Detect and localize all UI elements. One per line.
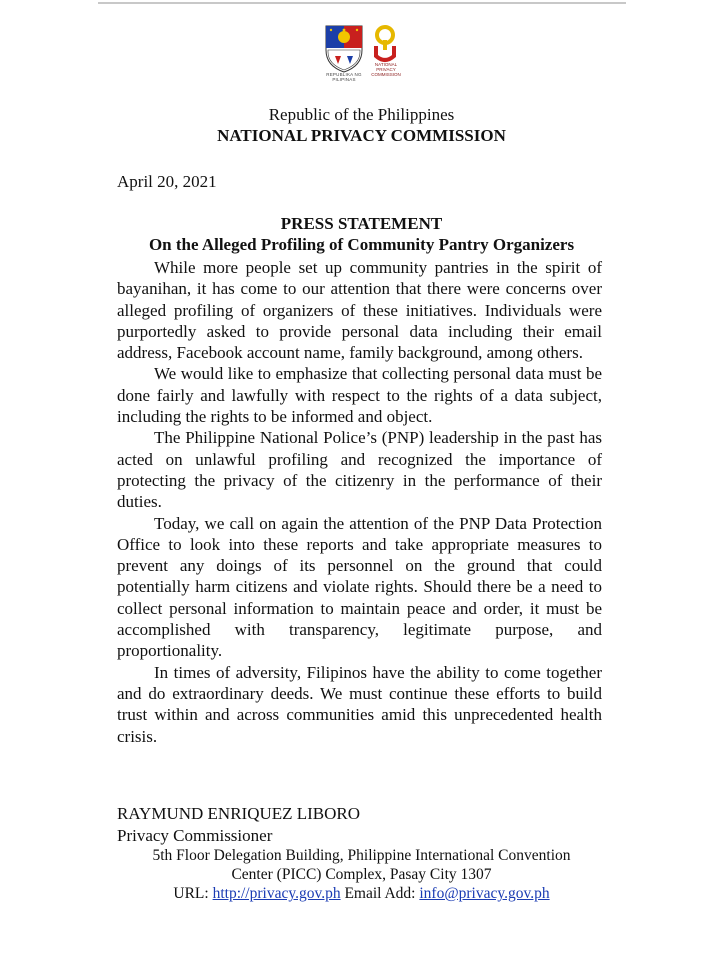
- email-link[interactable]: info@privacy.gov.ph: [419, 885, 550, 902]
- statement-date: April 20, 2021: [117, 172, 217, 191]
- signatory-position: Privacy Commissioner: [117, 825, 273, 845]
- press-statement-subtitle: On the Alleged Profiling of Community Pantry Organizers: [148, 235, 575, 254]
- statement-body: [117, 257, 602, 747]
- seal-caption: REPUBLIKA NG PILIPINAS: [326, 72, 362, 82]
- npc-logo-icon: [370, 24, 400, 64]
- npc-logo-caption: NATIONAL PRIVACY COMMISSION: [371, 62, 401, 77]
- press-statement-title: PRESS STATEMENT: [280, 214, 443, 233]
- url-label: URL:: [173, 885, 209, 902]
- commission-heading: NATIONAL PRIVACY COMMISSION: [217, 126, 506, 145]
- signatory-name: RAYMUND ENRIQUEZ LIBORO: [117, 804, 361, 823]
- paragraph: We would like to emphasize that collecting personal data must be done fairly and lawfully with respect to the rights of a data subject, including the rights to be informed and object.: [117, 364, 602, 427]
- address-line-1: 5th Floor Delegation Building, Philippine International Convention: [152, 847, 571, 864]
- website-link[interactable]: http://privacy.gov.ph: [212, 885, 341, 902]
- republic-heading: Republic of the Philippines: [268, 105, 455, 124]
- top-divider: [98, 2, 626, 4]
- paragraph: While more people set up community pantries in the spirit of bayanihan, it has come to our attention that there were concerns over alleged profiling of organizers of these initiatives. Individuals were purportedly asked to provide personal data including their email address, Facebook account name, family background, among others.: [117, 258, 602, 363]
- address-line-2: Center (PICC) Complex, Pasay City 1307: [231, 866, 492, 883]
- paragraph: The Philippine National Police’s (PNP) leadership in the past has acted on unlawful profiling and recognized the importance of protecting the privacy of the citizenry in the performance of their duties.: [117, 428, 602, 512]
- signatory-block: [117, 803, 360, 846]
- email-label: Email Add:: [344, 885, 416, 902]
- office-address: [0, 846, 723, 903]
- paragraph: Today, we call on again the attention of the PNP Data Protection Office to look into these reports and take appropriate measures to prevent any doings of its personnel on the ground that could potentially harm citizens and violate rights. Should there be a need to collect personal information to maintain peace and order, it must be accomplished with transparency, legitimate purpose, and proportionality.: [117, 513, 602, 661]
- contact-line: [0, 884, 723, 903]
- paragraph: In times of adversity, Filipinos have the ability to come together and do extraordinary deeds. We must continue these efforts to build trust within and across communities amid this unprecedented health crisis.: [117, 662, 602, 746]
- header-logos: [320, 22, 404, 84]
